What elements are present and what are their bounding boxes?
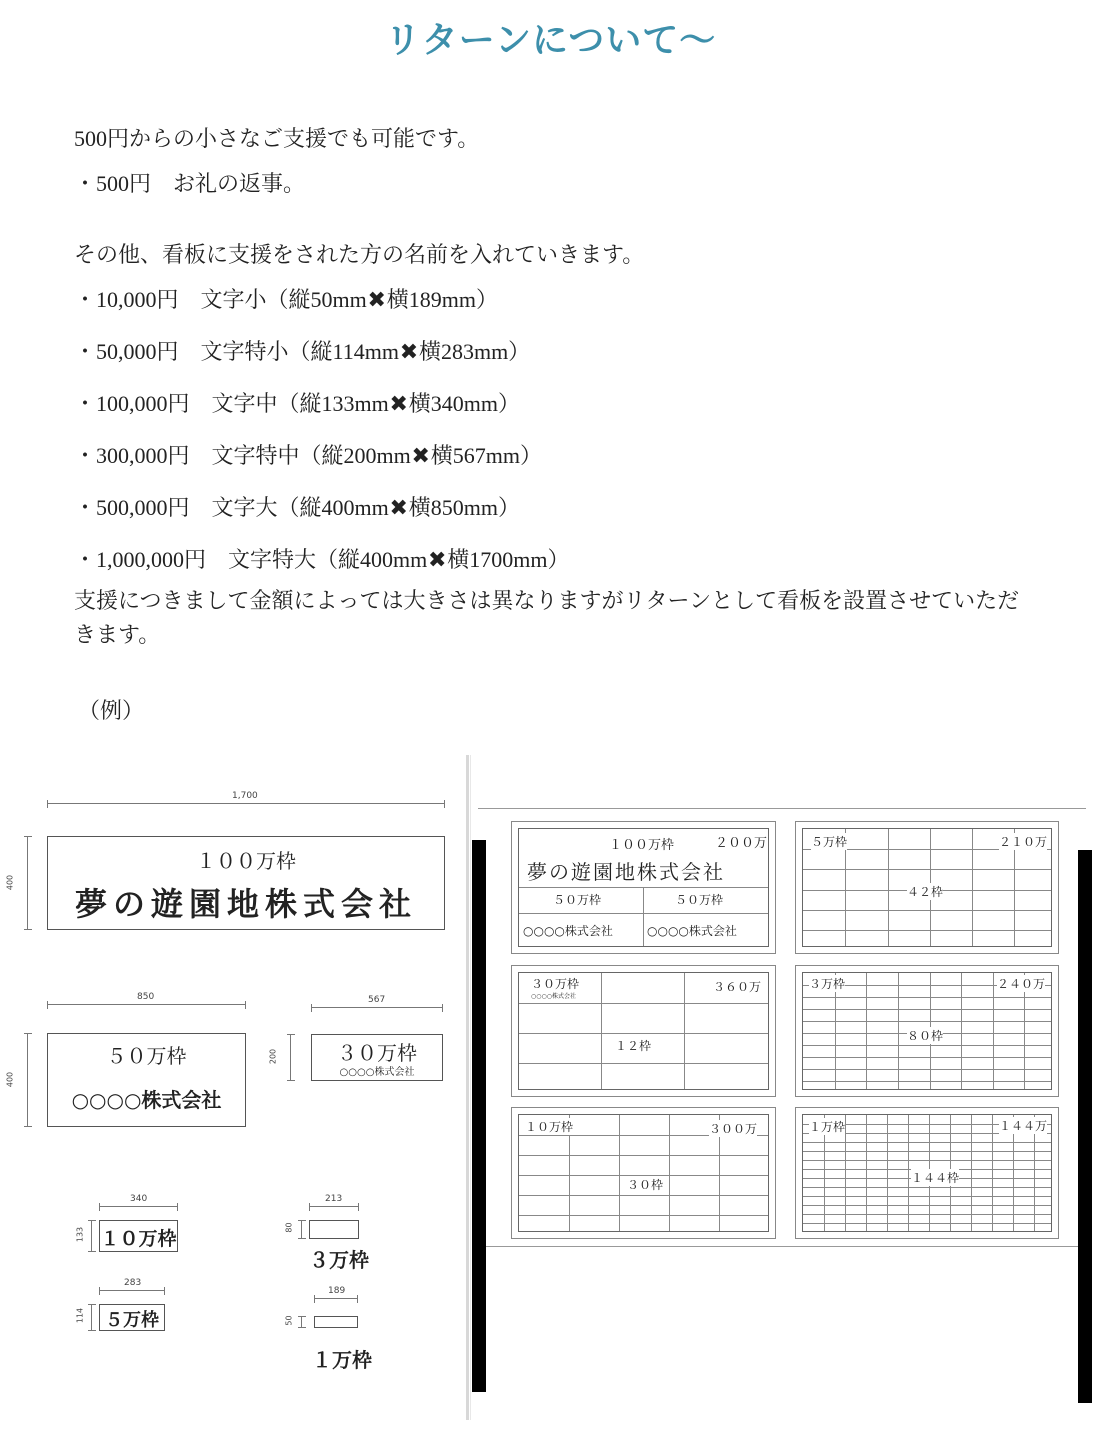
- column-divider: [470, 755, 471, 1420]
- tier-price: ・500,000円: [74, 495, 190, 520]
- tier-width: 横189mm）: [386, 287, 498, 312]
- dimension-label: 200: [268, 1048, 278, 1065]
- sign-5man: [99, 1304, 165, 1331]
- dimension-label: 114: [75, 1307, 85, 1324]
- board-sub-tier: ５０万枠: [675, 893, 724, 907]
- dimension-line: [91, 1220, 92, 1252]
- sign-tier-label: １０万枠: [100, 1228, 177, 1250]
- board-tier-label: １０万枠: [525, 1120, 574, 1134]
- tier-item: [74, 491, 520, 522]
- tier-width: 横283mm）: [418, 339, 531, 364]
- closing-paragraph: 支援につきまして金額によっては大きさは異なりますがリターンとして看板を設置させていただきます。: [74, 588, 1020, 647]
- dimension-label: 80: [284, 1222, 294, 1233]
- sign-company-name: ○○○○株式会社: [71, 1088, 222, 1112]
- dimension-label: 50: [284, 1315, 294, 1326]
- dimension-line: [27, 836, 28, 930]
- board-company-name: 夢の遊園地株式会社: [527, 860, 725, 884]
- cross-icon: ✖: [428, 548, 447, 573]
- sign-30man: [311, 1034, 443, 1081]
- scan-edge: [472, 840, 486, 1392]
- dimension-label: 213: [325, 1194, 343, 1204]
- dimension-line: [99, 1290, 165, 1291]
- bottom-rule: [486, 1246, 1078, 1247]
- board-total: ２１０万: [999, 835, 1048, 849]
- page-title: リターンについて〜: [384, 20, 717, 61]
- tier-price: ・100,000円: [74, 391, 190, 416]
- dimension-label: 283: [124, 1278, 142, 1288]
- board-30man: [511, 965, 776, 1097]
- board-count: ３０枠: [627, 1178, 664, 1192]
- board-3man: [795, 965, 1059, 1097]
- sign-tier-label: １００万枠: [196, 849, 296, 873]
- tier-label: 文字特小（縦114mm: [200, 339, 399, 364]
- dimension-label: 1,700: [232, 791, 258, 801]
- tier-price: ・10,000円: [74, 287, 179, 312]
- sign-100man: [47, 836, 445, 930]
- sign-tier-label: ３万枠: [309, 1248, 369, 1272]
- sign-tier-label: ５０万枠: [106, 1044, 187, 1068]
- tier-item: [74, 283, 498, 314]
- dimension-line: [91, 1304, 92, 1331]
- dimension-line: [47, 803, 445, 804]
- cross-icon: ✖: [389, 496, 408, 521]
- sign-tier-label: １万枠: [312, 1348, 372, 1372]
- dimension-line: [290, 1034, 291, 1081]
- board-company: ○○○○株式会社: [523, 924, 613, 938]
- sign-tier-label: ３０万枠: [337, 1041, 417, 1065]
- sign-tier-label: ５万枠: [105, 1310, 159, 1331]
- dimension-line: [47, 1004, 246, 1005]
- sign-company-name: ○○○○株式会社: [339, 1067, 415, 1078]
- tier-width: 横1700mm）: [447, 547, 570, 572]
- tier-price: ・300,000円: [74, 443, 190, 468]
- cross-icon: ✖: [389, 392, 408, 417]
- board-tier-label: ５万枠: [811, 835, 848, 849]
- intro-line: その他、看板に支援をされた方の名前を入れていきます。: [74, 242, 645, 267]
- board-sub-tier: ５０万枠: [553, 893, 602, 907]
- tier-item: [74, 387, 520, 418]
- dimension-line: [314, 1298, 358, 1299]
- column-divider: [466, 755, 469, 1420]
- board-tier-label: １万枠: [809, 1120, 846, 1134]
- board-1man: [795, 1107, 1059, 1239]
- board-100man: [511, 821, 776, 954]
- tier-label: 文字大（縦400mm: [211, 495, 389, 520]
- board-total: １４４万: [999, 1119, 1048, 1133]
- dimension-line: [99, 1206, 178, 1207]
- tier-item: [74, 335, 530, 366]
- tier-label: 文字中（縦133mm: [211, 391, 389, 416]
- board-tier-label: １００万枠: [609, 838, 675, 853]
- tier-width: 横340mm）: [408, 391, 520, 416]
- dimension-label: 133: [75, 1226, 85, 1243]
- cross-icon: ✖: [411, 444, 430, 469]
- dimension-line: [301, 1220, 302, 1239]
- tier-label: 文字特中（縦200mm: [211, 443, 411, 468]
- sign-50man: [47, 1033, 246, 1127]
- tier-price: ・50,000円: [74, 339, 179, 364]
- cross-icon: ✖: [399, 340, 419, 365]
- intro-line: ・500円 お礼の返事。: [74, 171, 306, 196]
- board-company: ○○○○株式会社: [531, 993, 576, 1000]
- dimension-line: [309, 1206, 359, 1207]
- top-rule: [478, 808, 1086, 809]
- tier-label: 文字小（縦50mm: [200, 287, 367, 312]
- board-total: ３６０万: [713, 980, 762, 994]
- sign-10man: [99, 1220, 178, 1252]
- dimension-label: 189: [328, 1286, 346, 1296]
- dimension-line: [301, 1316, 302, 1328]
- dimension-label: 850: [137, 992, 155, 1002]
- dimension-label: 400: [5, 874, 15, 891]
- dimension-line: [27, 1033, 28, 1127]
- board-total: ２００万: [715, 836, 768, 851]
- sign-3man: [309, 1220, 359, 1239]
- board-total: ３００万: [709, 1122, 758, 1136]
- tier-label: 文字特大（縦400mm: [228, 547, 428, 572]
- board-total: ２４０万: [997, 977, 1046, 991]
- board-count: １２枠: [615, 1039, 652, 1053]
- board-company: ○○○○株式会社: [647, 924, 737, 938]
- scan-edge: [1078, 850, 1092, 1403]
- board-count: １４４枠: [911, 1171, 960, 1185]
- dimension-line: [311, 1007, 443, 1008]
- board-tier-label: ３０万枠: [531, 977, 580, 991]
- sign-1man: [314, 1316, 358, 1328]
- board-count: ８０枠: [907, 1029, 944, 1043]
- board-5man: [795, 821, 1059, 954]
- cross-icon: ✖: [367, 288, 386, 313]
- board-tier-label: ３万枠: [809, 977, 846, 991]
- tier-width: 横567mm）: [430, 443, 542, 468]
- tier-price: ・1,000,000円: [74, 547, 207, 572]
- intro-line: 500円からの小さなご支援でも可能です。: [74, 126, 480, 151]
- dimension-label: 340: [130, 1194, 148, 1204]
- dimension-label: 400: [5, 1071, 15, 1088]
- tier-item: [74, 543, 570, 574]
- tier-width: 横850mm）: [408, 495, 520, 520]
- dimension-label: 567: [368, 995, 386, 1005]
- tier-item: [74, 439, 542, 470]
- sign-company-name: 夢の遊園地株式会社: [74, 885, 417, 923]
- board-count: ４２枠: [907, 885, 944, 899]
- board-10man: [511, 1107, 776, 1239]
- example-label: （例）: [78, 698, 145, 723]
